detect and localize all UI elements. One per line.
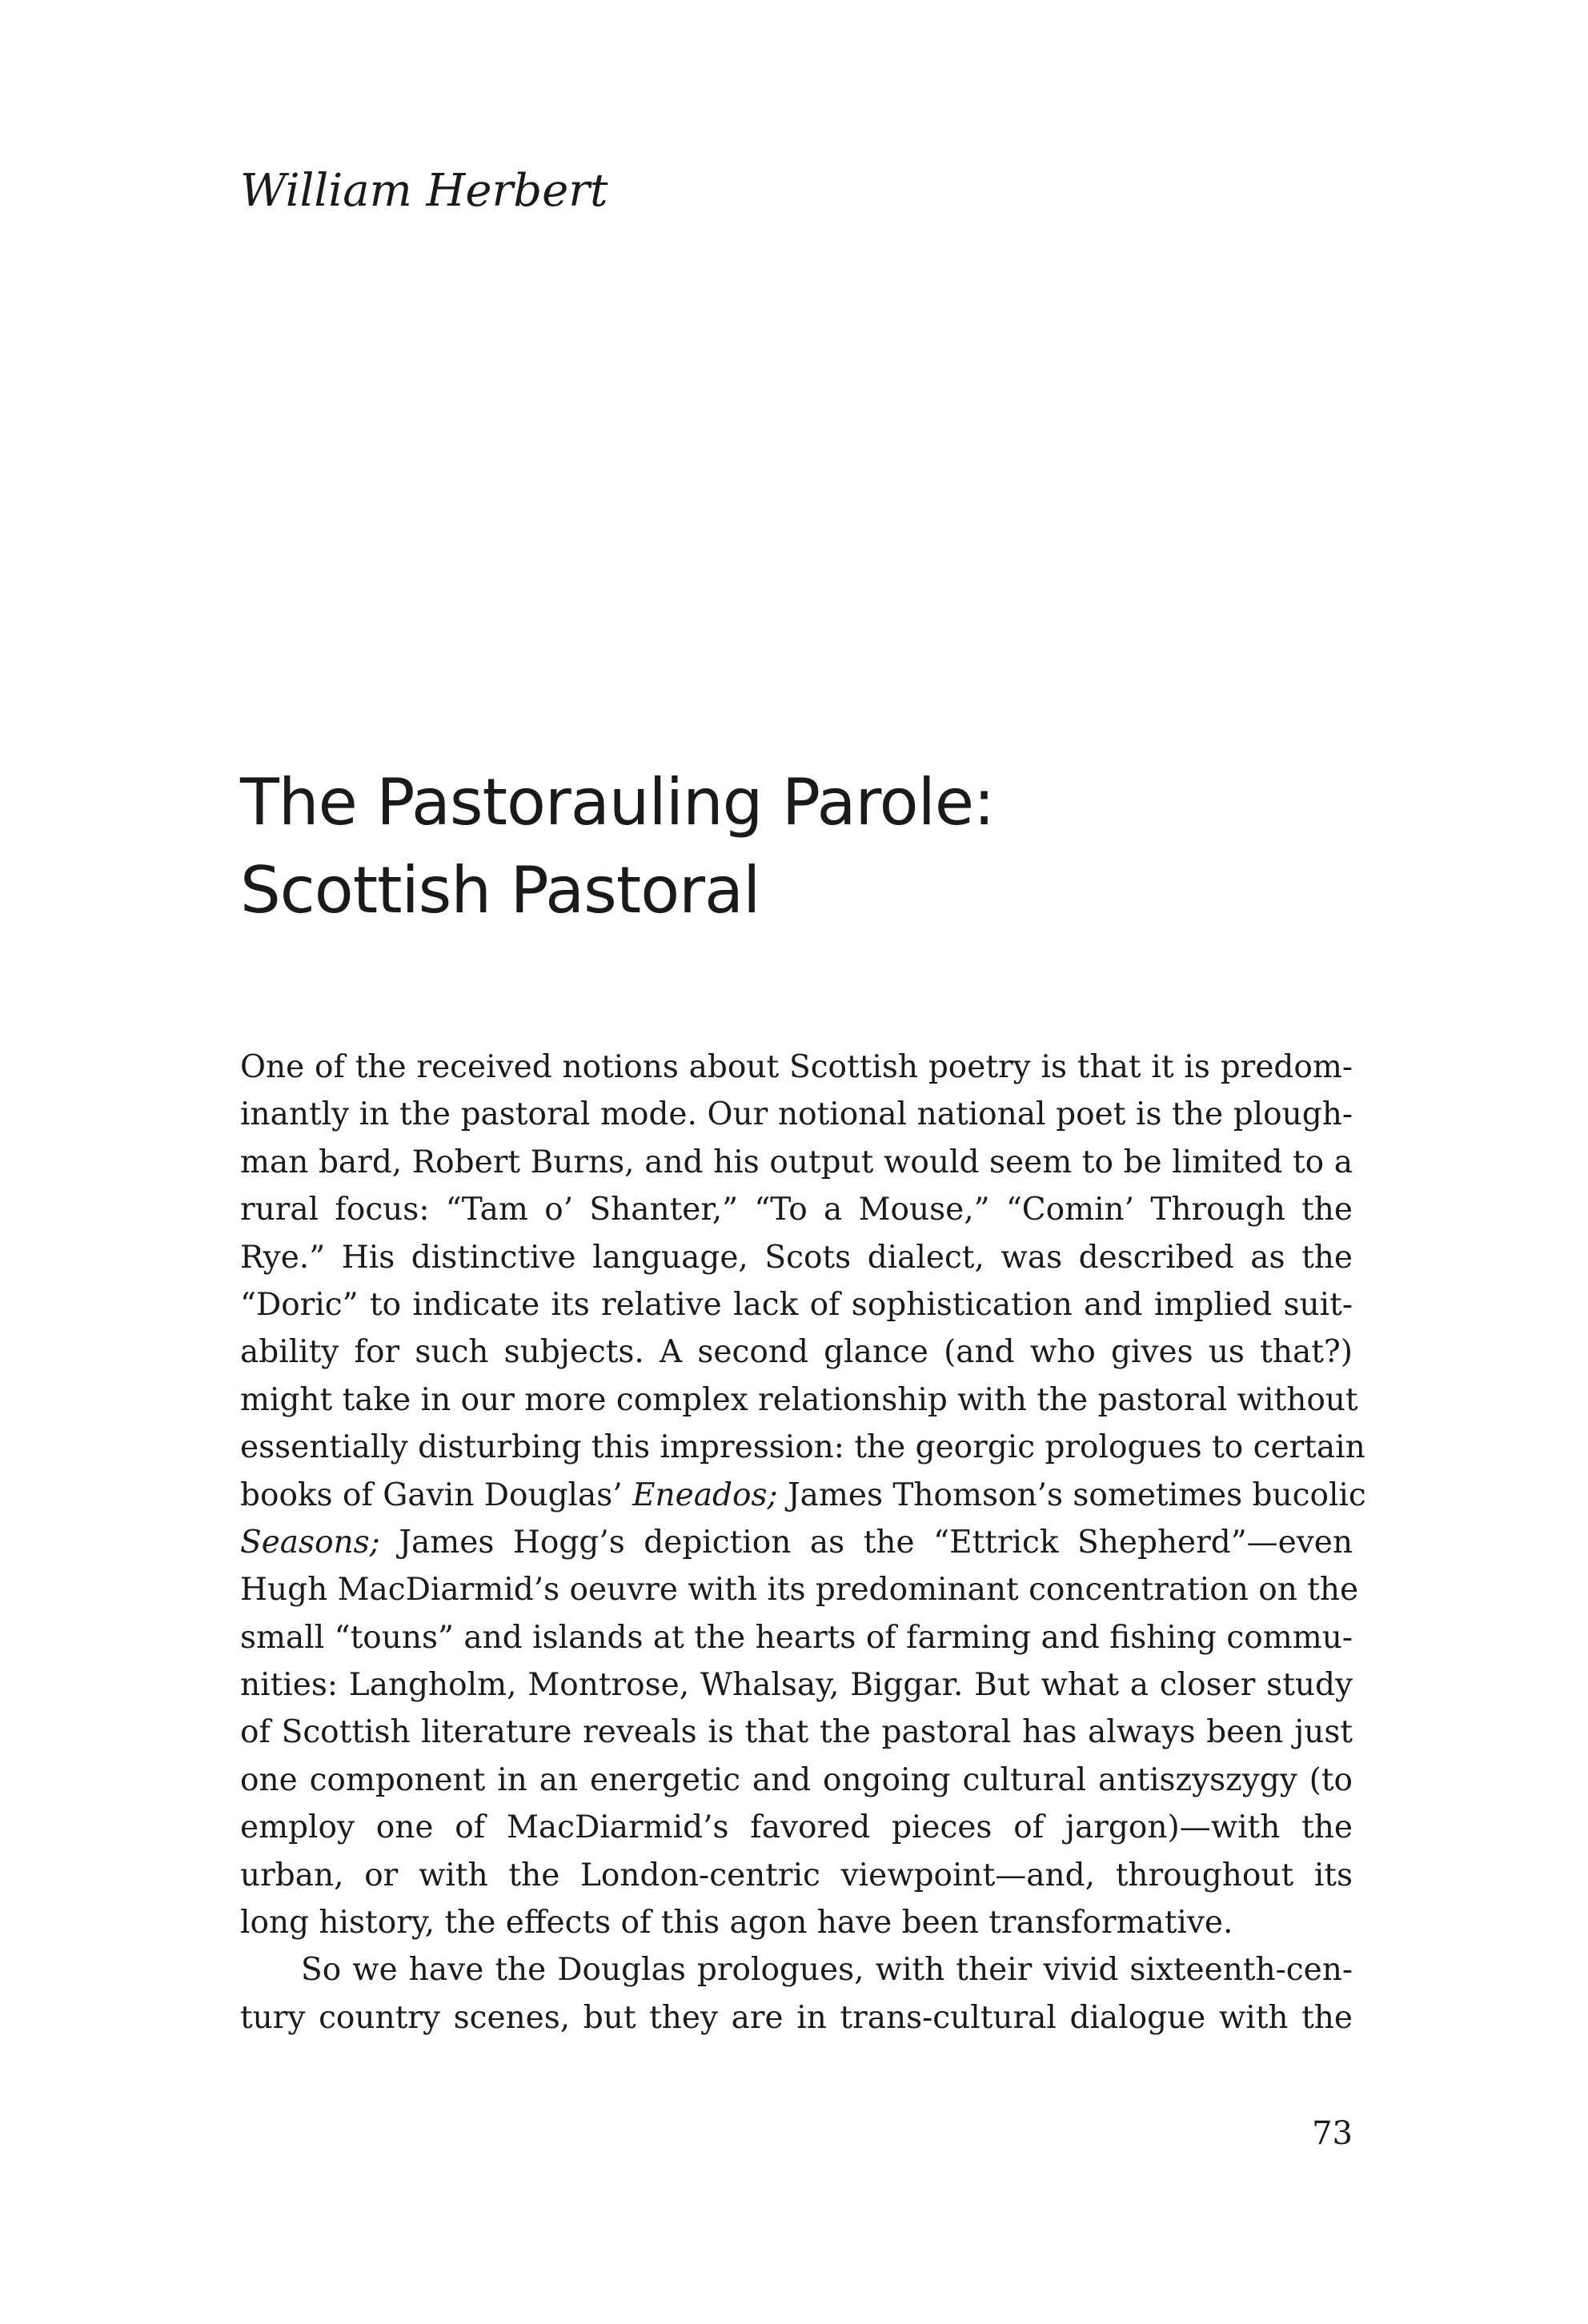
text-line: rural focus: “Tam o’ Shanter,” “To a Mouse,” “Comin’ Through the	[240, 1192, 1353, 1228]
text-line: urban, or with the London-centric viewpoint—and, throughout its	[240, 1857, 1353, 1893]
text-line: essentially disturbing this impression: the georgic prologues to certain	[240, 1429, 1365, 1466]
text-line: One of the received notions about Scottish poetry is that it is predom-	[240, 1049, 1353, 1085]
text-line: man bard, Robert Burns, and his output would seem to be limited to a	[240, 1144, 1353, 1180]
chapter-title-line-1: The Pastorauling Parole:	[240, 765, 995, 839]
body-text	[240, 1044, 1366, 2042]
text-line: Seasons; James Hogg’s depiction as the “Ettrick Shepherd”—even	[240, 1524, 1353, 1561]
text-line: ability for such subjects. A second glance (and who gives us that?)	[240, 1334, 1353, 1371]
paragraph-1	[240, 1044, 1366, 1946]
text-line: employ one of MacDiarmid’s favored pieces of jargon)—with the	[240, 1809, 1353, 1846]
text-line: tury country scenes, but they are in trans-cultural dialogue with the	[240, 1999, 1353, 2036]
text-line: inantly in the pastoral mode. Our notional national poet is the plough-	[240, 1096, 1353, 1133]
text-line: might take in our more complex relationship with the pastoral without	[240, 1381, 1358, 1418]
chapter-title-line-2: Scottish Pastoral	[240, 853, 760, 928]
text-line: small “touns” and islands at the hearts of farming and fishing commu-	[240, 1619, 1353, 1656]
text-line: nities: Langholm, Montrose, Whalsay, Biggar. But what a closer study	[240, 1667, 1353, 1704]
text-line: “Doric” to indicate its relative lack of sophistication and implied suit-	[240, 1286, 1353, 1323]
text-line: So we have the Douglas prologues, with their vivid sixteenth-cen-	[301, 1952, 1353, 1989]
chapter-title	[240, 759, 994, 935]
page-number: 73	[1312, 2115, 1353, 2152]
text-line: Rye.” His distinctive language, Scots dialect, was described as the	[240, 1239, 1353, 1276]
text-line: of Scottish literature reveals is that the pastoral has always been just	[240, 1714, 1353, 1751]
text-line: books of Gavin Douglas’ Eneados; James Thomson’s sometimes bucolic	[240, 1477, 1366, 1513]
text-line: one component in an energetic and ongoing cultural antiszyszygy (to	[240, 1761, 1353, 1798]
text-line: long history, the effects of this agon have been transformative.	[240, 1905, 1233, 1941]
author-name: William Herbert	[240, 165, 608, 217]
text-line: Hugh MacDiarmid’s oeuvre with its predominant concentration on the	[240, 1572, 1359, 1609]
paragraph-2	[240, 1946, 1353, 2042]
